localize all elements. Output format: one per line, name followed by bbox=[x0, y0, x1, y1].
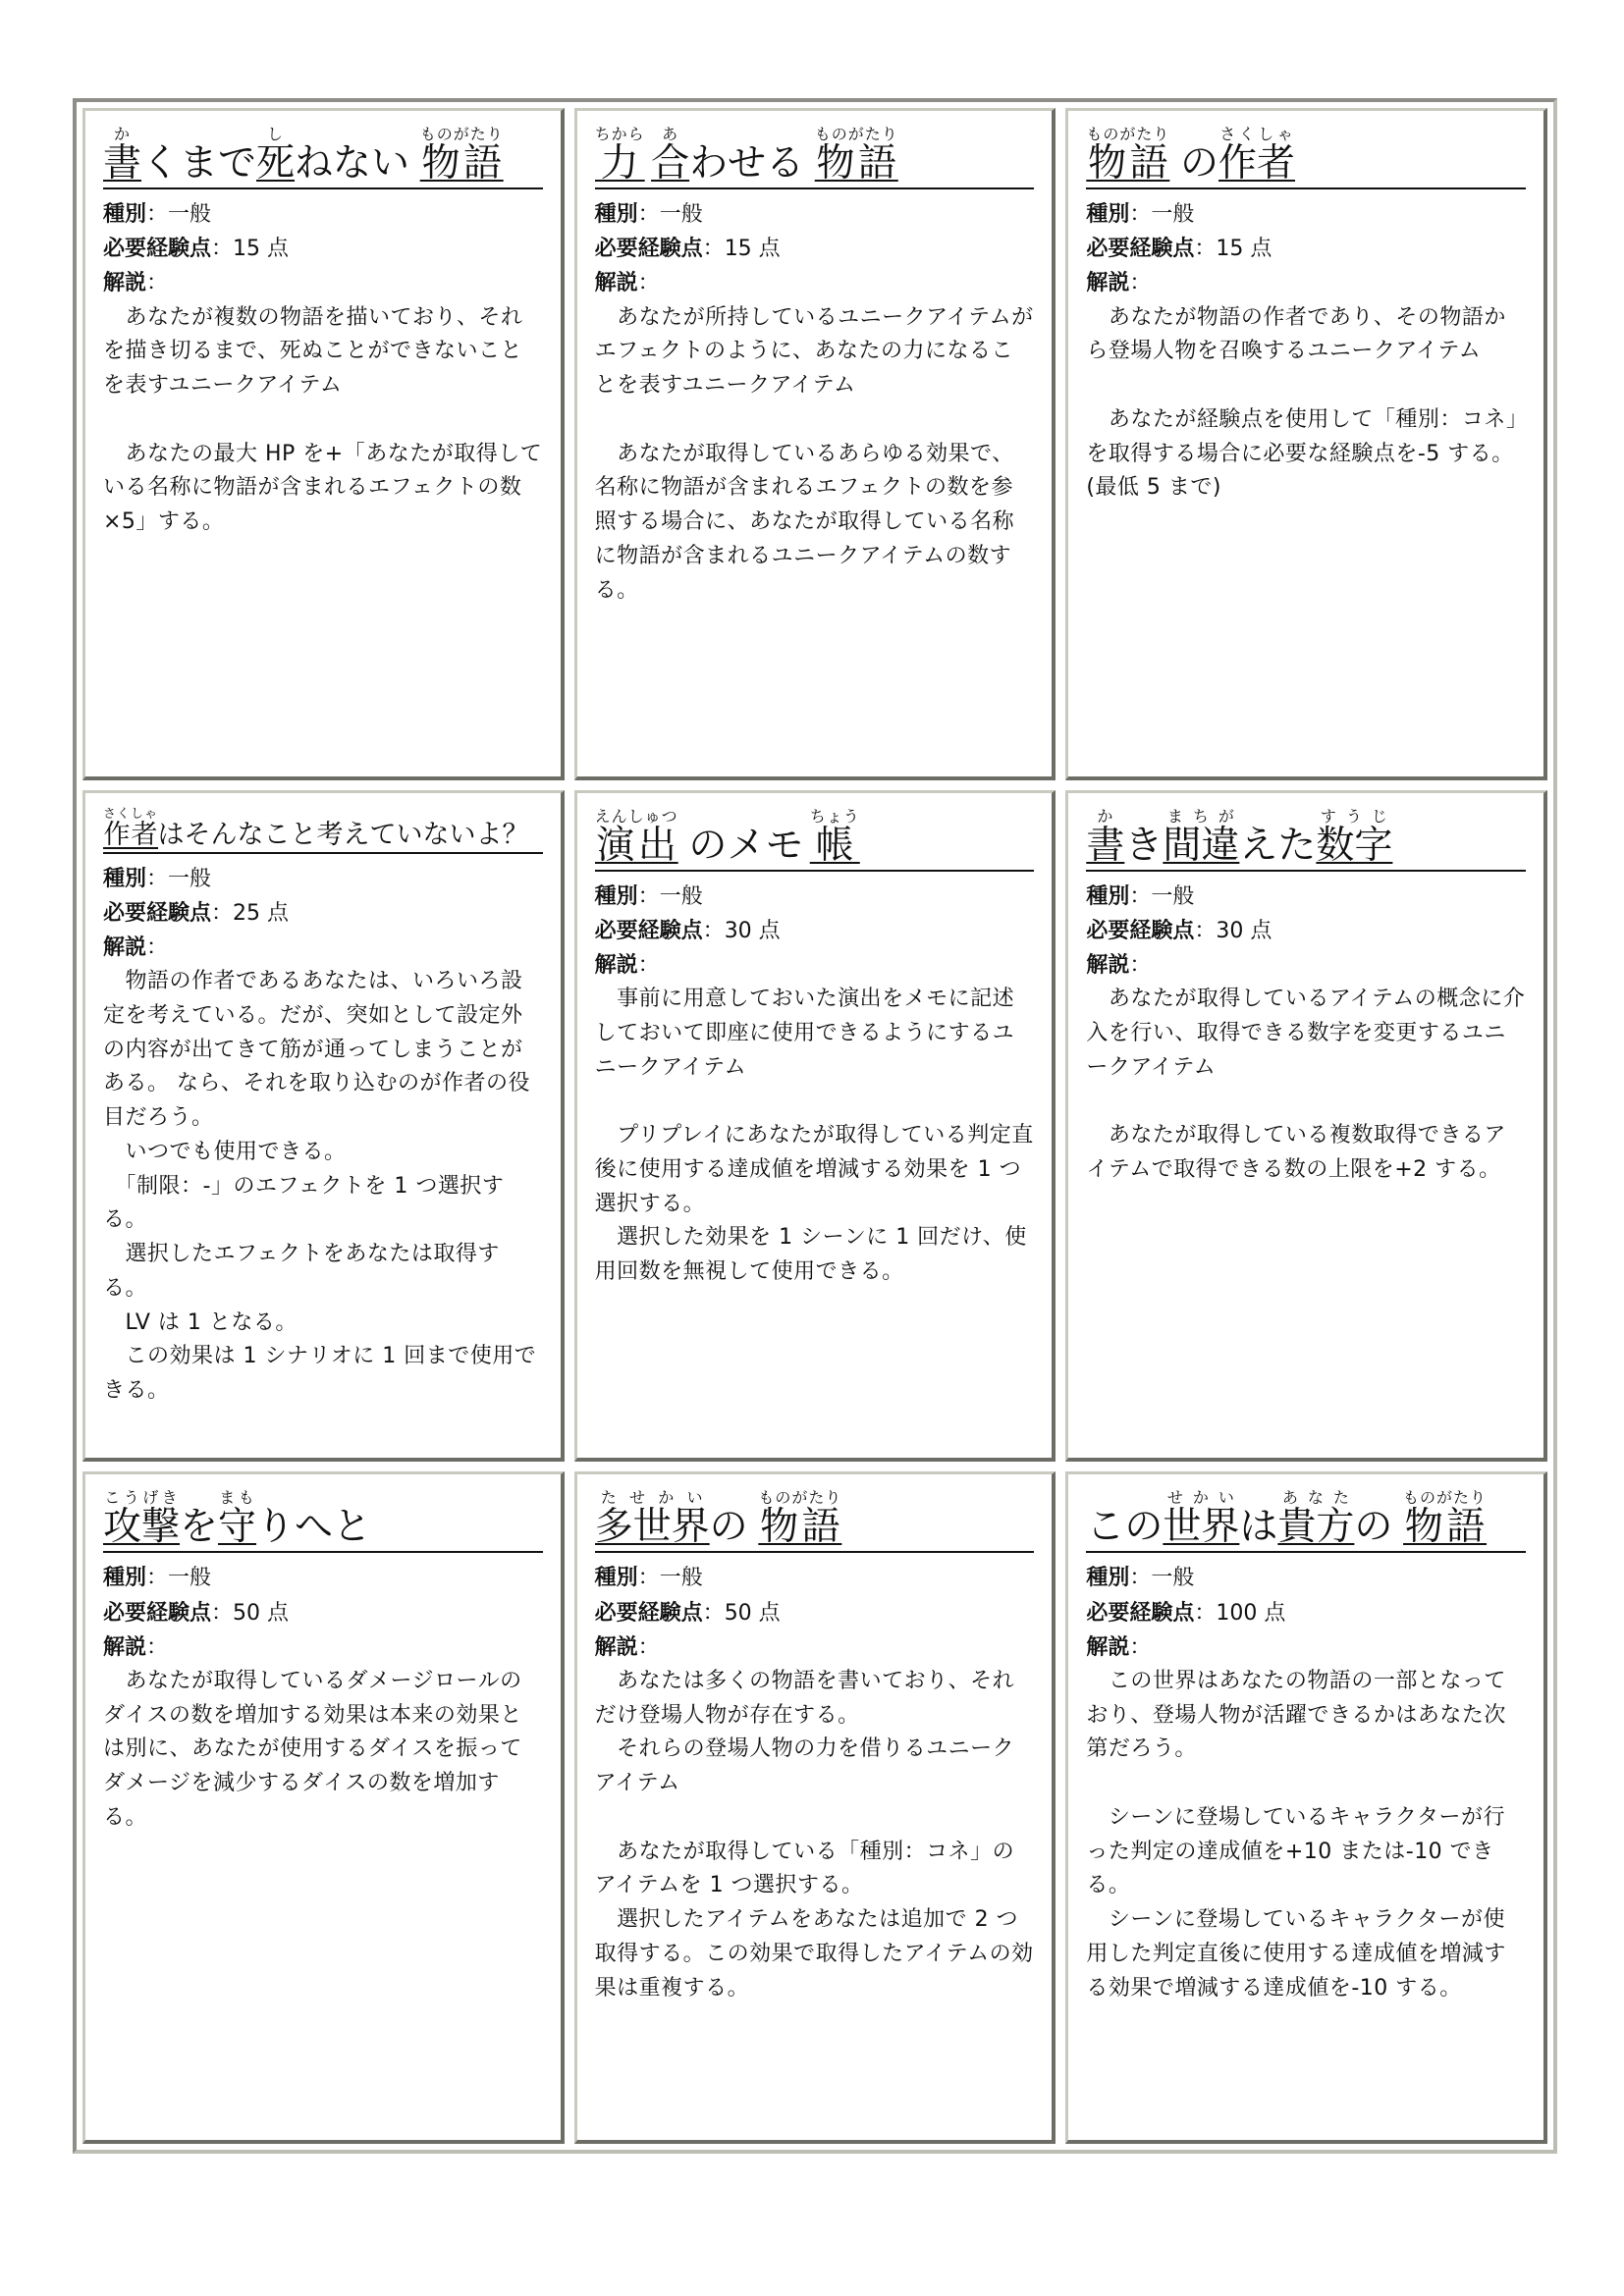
cost-line bbox=[1086, 1596, 1526, 1630]
type-line bbox=[1086, 197, 1526, 232]
title-ruby bbox=[1277, 1488, 1355, 1550]
label-separator: ： bbox=[146, 866, 169, 891]
item-card bbox=[1065, 790, 1547, 1463]
title-ruby bbox=[218, 1488, 257, 1550]
title-furigana: せかい bbox=[1163, 1488, 1240, 1508]
description-label: 解説 bbox=[103, 934, 147, 960]
card-title bbox=[103, 125, 543, 189]
description-label: 解説 bbox=[594, 953, 638, 979]
description-label: 解説 bbox=[103, 1634, 147, 1660]
title-text bbox=[639, 141, 651, 186]
type-line bbox=[595, 880, 1035, 914]
label-separator: ： bbox=[1194, 1600, 1217, 1626]
cost-label: 必要経験点 bbox=[1086, 1600, 1195, 1626]
title-text: えた bbox=[1239, 823, 1317, 868]
type-label: 種別 bbox=[1086, 883, 1130, 909]
cost-value: 30 点 bbox=[1216, 918, 1272, 943]
label-separator: ： bbox=[1129, 1566, 1152, 1591]
label-separator: ： bbox=[211, 900, 234, 926]
type-label: 種別 bbox=[594, 1566, 638, 1591]
title-ruby bbox=[1086, 806, 1125, 868]
type-value: 一般 bbox=[1151, 202, 1195, 228]
label-separator: ： bbox=[1129, 202, 1152, 228]
label-separator: ： bbox=[146, 934, 169, 960]
item-card bbox=[574, 1471, 1056, 2144]
description-text: この世界はあなたの物語の一部となっており、登場人物が活躍できるかはあなた次第だろう。 シーンに登場しているキャラクターが行った判定の達成値を+10 または-10 できる。 シーンに登場しているキャラクターが使用した判定直後に使用する達成値を増減する効果で増減する達成値を-10 する。 bbox=[1086, 1668, 1506, 2001]
title-furigana: ちから bbox=[594, 125, 645, 143]
label-separator: ： bbox=[637, 202, 660, 228]
title-furigana: ものがたり bbox=[1403, 1488, 1488, 1508]
label-separator: ： bbox=[146, 202, 169, 228]
description-label: 解説 bbox=[103, 271, 147, 296]
title-ruby bbox=[103, 1488, 181, 1550]
cost-label: 必要経験点 bbox=[594, 918, 703, 943]
cost-line bbox=[595, 232, 1035, 266]
label-separator: ： bbox=[702, 1600, 725, 1626]
card-title bbox=[103, 807, 543, 854]
title-text: を bbox=[180, 1505, 219, 1550]
title-text: はそんなこと考えていないよ？ bbox=[157, 819, 529, 850]
type-line bbox=[1086, 1561, 1526, 1595]
label-separator: ： bbox=[1194, 237, 1217, 262]
label-separator: ： bbox=[637, 953, 660, 979]
title-furigana: こうげき bbox=[103, 1488, 181, 1508]
title-furigana: さくしゃ bbox=[103, 806, 159, 822]
title-furigana: ものがたり bbox=[1086, 125, 1170, 143]
description-text: あなたは多くの物語を書いており、それだけ登場人物が存在する。 それらの登場人物の力を借りるユニークアイテム あなたが取得している「種別：コネ」のアイテムを 1 つ選択する。 選択したアイテムをあなたは追加で 2 つ取得する。この効果で取得したアイテムの効果は重複する。 bbox=[594, 1668, 1034, 2001]
title-ruby bbox=[103, 806, 159, 850]
title-text: りへと bbox=[256, 1505, 372, 1550]
cost-line bbox=[103, 232, 543, 266]
label-separator: ： bbox=[1129, 953, 1152, 979]
description-label: 解説 bbox=[594, 271, 638, 296]
cost-line bbox=[103, 896, 543, 931]
label-separator: ： bbox=[702, 918, 725, 943]
title-ruby bbox=[1163, 1488, 1240, 1550]
title-furigana: ものがたり bbox=[419, 125, 504, 143]
cost-label: 必要経験点 bbox=[594, 1600, 703, 1626]
cost-value: 30 点 bbox=[724, 918, 781, 943]
title-ruby bbox=[594, 806, 678, 868]
type-line bbox=[595, 197, 1035, 232]
title-ruby bbox=[809, 806, 860, 868]
type-value: 一般 bbox=[1151, 1566, 1195, 1591]
cost-line bbox=[1086, 914, 1526, 948]
cost-line bbox=[595, 1596, 1035, 1630]
title-base: 数字 bbox=[1316, 823, 1393, 868]
title-base: 死 bbox=[256, 141, 296, 186]
type-value: 一般 bbox=[659, 202, 703, 228]
cost-label: 必要経験点 bbox=[594, 237, 703, 262]
item-card bbox=[574, 108, 1056, 780]
description-label: 解説 bbox=[1086, 1634, 1130, 1660]
title-base: 作者 bbox=[1218, 141, 1296, 186]
cost-label: 必要経験点 bbox=[1086, 237, 1195, 262]
cost-value: 15 点 bbox=[724, 237, 781, 262]
title-base: 間違 bbox=[1163, 823, 1240, 868]
title-text: の bbox=[1167, 141, 1218, 186]
label-separator: ： bbox=[637, 1566, 660, 1591]
description-text: 物語の作者であるあなたは、いろいろ設定を考えている。だが、突如として設定外の内容が出てきて筋が通ってしまうことがある。 なら、それを取り込むのが作者の役目だろう。 いつでも使用できる。 「制限：-」のエフェクトを 1 つ選択する。 選択したエフェクトをあなたは取得する。 LV は 1 となる。 この効果は 1 シナリオに 1 回まで使用できる。 bbox=[103, 969, 537, 1404]
label-separator: ： bbox=[146, 1634, 169, 1660]
title-ruby bbox=[594, 125, 645, 186]
title-base: 合 bbox=[651, 141, 690, 186]
title-base: 力 bbox=[594, 141, 645, 186]
item-card bbox=[82, 790, 565, 1463]
title-furigana: すうじ bbox=[1316, 806, 1393, 826]
cost-value: 25 点 bbox=[233, 900, 290, 926]
title-ruby bbox=[419, 125, 504, 186]
title-ruby bbox=[1218, 125, 1296, 186]
title-furigana: まちが bbox=[1163, 806, 1240, 826]
description-label: 解説 bbox=[594, 1634, 638, 1660]
card-grid bbox=[82, 108, 1547, 2144]
title-ruby bbox=[103, 125, 142, 186]
title-text: わせる bbox=[689, 141, 817, 186]
title-ruby bbox=[758, 1488, 842, 1550]
label-separator: ： bbox=[1129, 883, 1152, 909]
cost-label: 必要経験点 bbox=[103, 1600, 212, 1626]
label-separator: ： bbox=[637, 271, 660, 296]
card-title bbox=[595, 125, 1035, 189]
title-base: 書 bbox=[103, 141, 142, 186]
label-separator: ： bbox=[1194, 918, 1217, 943]
type-value: 一般 bbox=[168, 866, 212, 891]
item-card bbox=[574, 790, 1056, 1463]
label-separator: ： bbox=[637, 883, 660, 909]
cost-line bbox=[1086, 232, 1526, 266]
card-title bbox=[1086, 125, 1526, 189]
cost-value: 15 点 bbox=[233, 237, 290, 262]
type-label: 種別 bbox=[594, 202, 638, 228]
title-text: き bbox=[1124, 823, 1164, 868]
title-furigana: か bbox=[1086, 806, 1125, 826]
description-label: 解説 bbox=[1086, 271, 1130, 296]
title-base: 物語 bbox=[1403, 1505, 1488, 1550]
title-base: 物語 bbox=[814, 141, 898, 186]
title-base: 物語 bbox=[419, 141, 504, 186]
title-text: は bbox=[1239, 1505, 1278, 1550]
title-text: ねない bbox=[295, 141, 422, 186]
description-line bbox=[595, 266, 1035, 300]
card-title bbox=[1086, 1488, 1526, 1553]
type-label: 種別 bbox=[1086, 202, 1130, 228]
description-line bbox=[1086, 266, 1526, 300]
item-card bbox=[82, 1471, 565, 2144]
title-ruby bbox=[594, 1488, 710, 1550]
title-base: 作者 bbox=[103, 819, 159, 850]
description-line bbox=[595, 1630, 1035, 1665]
type-value: 一般 bbox=[168, 202, 212, 228]
type-label: 種別 bbox=[103, 202, 147, 228]
description-label: 解説 bbox=[1086, 953, 1130, 979]
item-card bbox=[1065, 1471, 1547, 2144]
title-ruby bbox=[1086, 125, 1170, 186]
label-separator: ： bbox=[1129, 1634, 1152, 1660]
title-base: 貴方 bbox=[1277, 1505, 1355, 1550]
title-furigana: あなた bbox=[1277, 1488, 1355, 1508]
description-line bbox=[1086, 1630, 1526, 1665]
cost-value: 15 点 bbox=[1216, 237, 1272, 262]
title-base: 演出 bbox=[594, 823, 678, 868]
card-title bbox=[595, 1488, 1035, 1553]
type-line bbox=[103, 197, 543, 232]
title-furigana: えんしゅつ bbox=[594, 806, 678, 826]
label-separator: ： bbox=[211, 1600, 234, 1626]
title-base: 物語 bbox=[1086, 141, 1170, 186]
title-furigana: ものがたり bbox=[758, 1488, 842, 1508]
title-text: のメモ bbox=[676, 823, 816, 868]
title-furigana: たせかい bbox=[594, 1488, 710, 1508]
title-text: くまで bbox=[141, 141, 257, 186]
title-base: 書 bbox=[1086, 823, 1125, 868]
title-base: 守 bbox=[218, 1505, 257, 1550]
item-card bbox=[1065, 108, 1547, 780]
title-base: 多世界 bbox=[594, 1505, 710, 1550]
type-line bbox=[595, 1561, 1035, 1595]
cost-line bbox=[595, 914, 1035, 948]
description-line bbox=[103, 266, 543, 300]
cost-label: 必要経験点 bbox=[103, 237, 212, 262]
description-line bbox=[1086, 948, 1526, 983]
title-furigana: し bbox=[256, 125, 296, 143]
label-separator: ： bbox=[146, 1566, 169, 1591]
title-furigana: ものがたり bbox=[814, 125, 898, 143]
type-line bbox=[103, 1561, 543, 1595]
cost-value: 50 点 bbox=[724, 1600, 781, 1626]
card-title bbox=[1086, 807, 1526, 872]
title-furigana: あ bbox=[651, 125, 690, 143]
type-label: 種別 bbox=[1086, 1566, 1130, 1591]
type-value: 一般 bbox=[1151, 883, 1195, 909]
item-card bbox=[82, 108, 565, 780]
label-separator: ： bbox=[702, 237, 725, 262]
type-value: 一般 bbox=[659, 1566, 703, 1591]
card-sheet bbox=[73, 98, 1557, 2154]
type-label: 種別 bbox=[103, 1566, 147, 1591]
title-text: の bbox=[1354, 1505, 1405, 1550]
type-value: 一般 bbox=[168, 1566, 212, 1591]
description-line bbox=[103, 931, 543, 965]
cost-line bbox=[103, 1596, 543, 1630]
description-text: あなたが複数の物語を描いており、それを描き切るまで、死ぬことができないことを表すユニークアイテム あなたの最大 HP を+「あなたが取得している名称に物語が含まれるエフェクトの数×5」する。 bbox=[103, 304, 543, 535]
title-ruby bbox=[1163, 806, 1240, 868]
description-line bbox=[595, 948, 1035, 983]
title-base: 帳 bbox=[809, 823, 860, 868]
cost-label: 必要経験点 bbox=[103, 900, 212, 926]
title-text: の bbox=[709, 1505, 761, 1550]
cost-value: 100 点 bbox=[1216, 1600, 1286, 1626]
title-text: この bbox=[1086, 1505, 1164, 1550]
description-text: 事前に用意しておいた演出をメモに記述しておいて即座に使用できるようにするユニークアイテム プリプレイにあなたが取得している判定直後に使用する達成値を増減する効果を 1 つ選択する。 選択した効果を 1 シーンに 1 回だけ、使用回数を無視して使用できる。 bbox=[594, 987, 1034, 1285]
label-separator: ： bbox=[1129, 271, 1152, 296]
title-base: 世界 bbox=[1163, 1505, 1240, 1550]
title-ruby bbox=[1403, 1488, 1488, 1550]
title-furigana: ちょう bbox=[809, 806, 860, 826]
title-base: 物語 bbox=[758, 1505, 842, 1550]
title-ruby bbox=[256, 125, 296, 186]
description-line bbox=[103, 1630, 543, 1665]
title-furigana: まも bbox=[218, 1488, 257, 1508]
description-text: あなたが取得しているアイテムの概念に介入を行い、取得できる数字を変更するユニークアイテム あなたが取得している複数取得できるアイテムで取得できる数の上限を+2 する。 bbox=[1086, 987, 1526, 1182]
card-title bbox=[595, 807, 1035, 872]
description-text: あなたが所持しているユニークアイテムがエフェクトのように、あなたの力になることを表すユニークアイテム あなたが取得しているあらゆる効果で、名称に物語が含まれるエフェクトの数を参照する場合に、あなたが取得している名称に物語が含まれるユニークアイテムの数する。 bbox=[594, 304, 1034, 603]
cost-value: 50 点 bbox=[233, 1600, 290, 1626]
description-text: あなたが取得しているダメージロールのダイスの数を増加する効果は本来の効果とは別に、あなたが使用するダイスを振ってダメージを減少するダイスの数を増加する。 bbox=[103, 1668, 522, 1830]
title-ruby bbox=[814, 125, 898, 186]
type-value: 一般 bbox=[659, 883, 703, 909]
type-line bbox=[103, 862, 543, 896]
title-ruby bbox=[651, 125, 690, 186]
title-furigana: か bbox=[103, 125, 142, 143]
cost-label: 必要経験点 bbox=[1086, 918, 1195, 943]
type-label: 種別 bbox=[594, 883, 638, 909]
type-label: 種別 bbox=[103, 866, 147, 891]
type-line bbox=[1086, 880, 1526, 914]
label-separator: ： bbox=[211, 237, 234, 262]
title-furigana: さくしゃ bbox=[1218, 125, 1296, 143]
title-ruby bbox=[1316, 806, 1393, 868]
label-separator: ： bbox=[146, 271, 169, 296]
title-base: 攻撃 bbox=[103, 1505, 181, 1550]
card-title bbox=[103, 1488, 543, 1553]
label-separator: ： bbox=[637, 1634, 660, 1660]
description-text: あなたが物語の作者であり、その物語から登場人物を召喚するユニークアイテム あなたが経験点を使用して「種別：コネ」を取得する場合に必要な経験点を-5 する。(最低 5 まで) bbox=[1086, 304, 1518, 501]
